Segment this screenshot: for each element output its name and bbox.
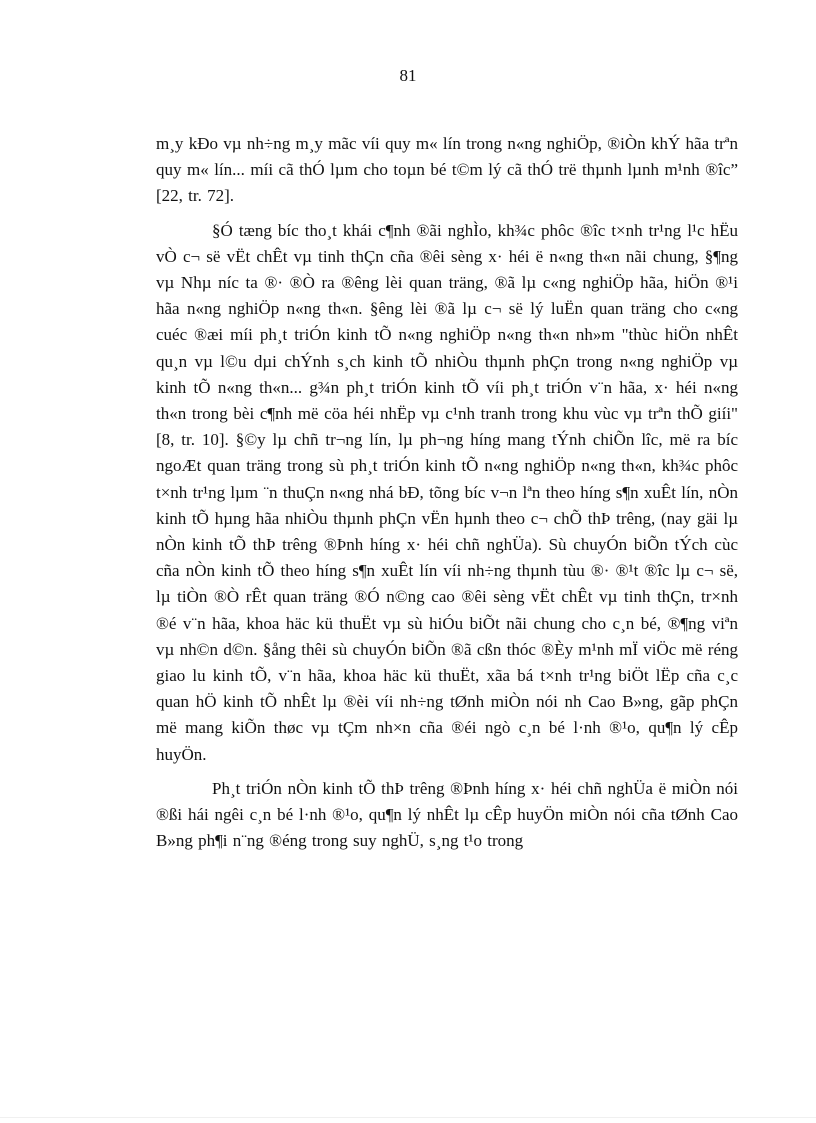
page-number: 81 (399, 66, 417, 85)
body-text (156, 131, 738, 862)
paragraph-party-policy: §Ó tæng bíc tho¸t khái c¶nh ®ãi nghÌo, kh¾c phôc ®îc t×nh tr¹ng l¹c hËu vÒ c¬ së vËt chÊt vµ tinh thÇn cña ®êi sèng x· héi ë n«ng th«n nãi chung, §¶ng vµ Nhµ níc ta ®· ®Ò ra ®êng lèi quan träng, ®ã lµ c«ng nghiÖp hãa, hiÖn ®¹i hãa n«ng nghiÖp n«ng th«n. §êng lèi ®ã lµ c¬ së lý luËn quan träng cho c«ng cuéc ®æi míi ph¸t triÓn kinh tÕ n«ng nghiÖp n«ng th«n nh»m "thùc hiÖn nhÊt qu¸n vµ l©u dµi chÝnh s¸ch kinh tÕ nhiÒu thµnh phÇn trong n«ng nghiÖp vµ kinh tÕ n«ng th«n... g¾n ph¸t triÓn kinh tÕ víi ph¸t triÓn v¨n hãa, x· héi n«ng th«n trong bèi c¶nh më cöa héi nhËp vµ c¹nh tranh trong khu vùc vµ trªn thÕ giíi" [8, tr. 10]. §©y lµ chñ tr¬ng lín, lµ ph¬ng híng mang tÝnh chiÕn lîc, më ra bíc ngoÆt quan träng trong sù ph¸t triÓn kinh tÕ n«ng nghiÖp n«ng th«n, kh¾c phôc t×nh tr¹ng lµm ¨n thuÇn n«ng nhá bÐ, tõng bíc v¬n lªn theo híng s¶n xuÊt lín, nÒn kinh tÕ hµng hãa nhiÒu thµnh phÇn vËn hµnh theo c¬ chÕ thÞ trêng, (nay gäi lµ nÒn kinh tÕ thÞ trêng ®Þnh híng x· héi chñ nghÜa). Sù chuyÓn biÕn tÝch cùc cña nÒn kinh tÕ theo híng s¶n xuÊt lín víi nh÷ng thµnh tùu ®· ®¹t ®îc lµ c¬ së, lµ tiÒn ®Ò rÊt quan träng ®Ó n©ng cao ®êi sèng vËt chÊt vµ tinh thÇn, tr×nh ®é v¨n hãa, khoa häc kü thuËt vµ sù hiÓu biÕt nãi chung cho c¸n bé, ®¶ng viªn vµ nh©n d©n. §ång thêi sù chuyÓn biÕn ®ã cßn thóc ®Èy m¹nh mÏ viÖc më réng giao lu kinh tÕ, v¨n hãa, khoa häc kü thuËt, xãa bá t×nh tr¹ng biÖt lËp cña c¸c quan hÖ kinh tÕ nhÊt lµ ®èi víi nh÷ng tØnh miÒn nói nh Cao B»ng, gãp phÇn më mang kiÕn thøc vµ tÇm nh×n cña ®éi ngò c¸n bé l·nh ®¹o, qu¶n lý cÊp huyÖn. (156, 220, 738, 764)
page-bottom-edge (0, 1117, 816, 1118)
paragraph-continuation: m¸y kÐo vµ nh÷ng m¸y mãc víi quy m« lín trong n«ng nghiÖp, ®iÒn khÝ hãa trªn quy m« lín... míi cã thÓ lµm cho toµn bé t©m lý cã thÓ trë thµnh lµnh m¹nh ®îc” [22, tr. 72]. (156, 134, 738, 206)
paragraph-market-economy: Ph¸t triÓn nÒn kinh tÕ thÞ trêng ®Þnh híng x· héi chñ nghÜa ë miÒn nói ®ßi hái ngêi c¸n bé l·nh ®¹o, qu¶n lý nhÊt lµ cÊp huyÖn miÒn nói cña tØnh Cao B»ng ph¶i n¨ng ®éng trong suy nghÜ, s¸ng t¹o trong (156, 778, 738, 851)
